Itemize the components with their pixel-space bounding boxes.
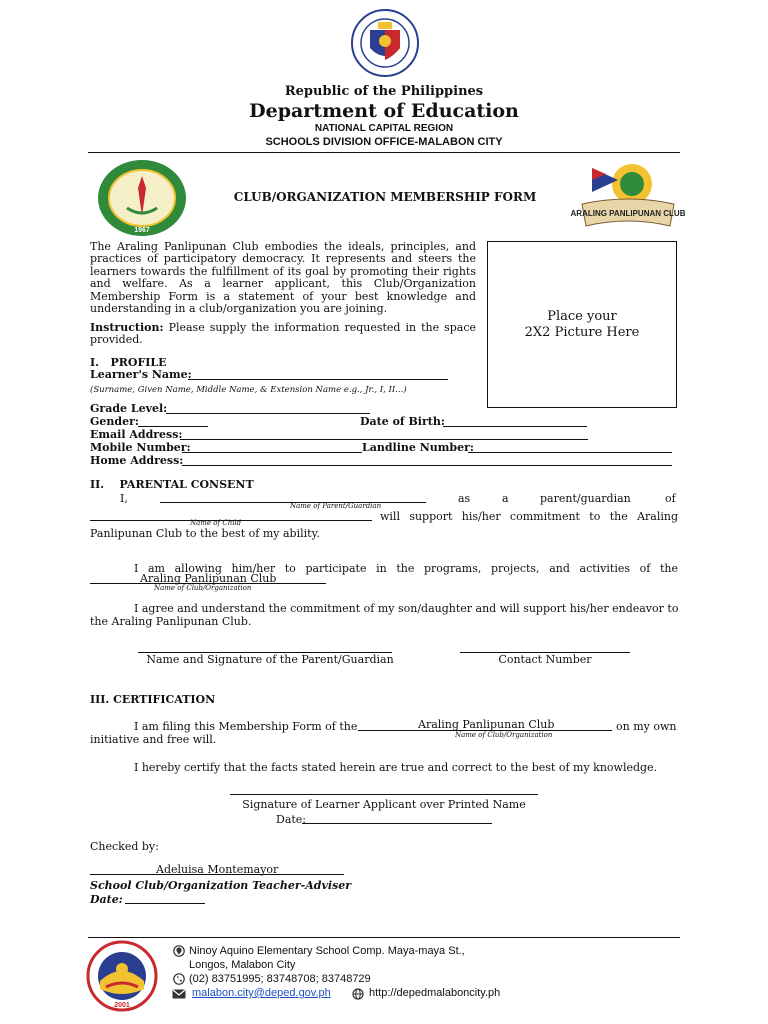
gender-field[interactable]	[138, 415, 208, 427]
consent-agree-text2: the Araling Panlipunan Club.	[90, 615, 252, 628]
footer-address-line1: Ninoy Aquino Elementary School Comp. Maya-maya St.,	[189, 945, 465, 957]
deped-seal	[350, 8, 420, 78]
email-label: Email Address:	[90, 428, 183, 441]
parent-signature-line[interactable]	[138, 641, 392, 653]
consent-club-name: Araling Panlipunan Club	[140, 572, 277, 585]
consent-allowing-text: I am allowing him/her to participate in the programs, projects, and activities of the	[134, 562, 678, 575]
learner-name-field[interactable]	[188, 368, 448, 380]
cert-initiative: initiative and free will.	[90, 733, 217, 746]
profile-heading: I. PROFILE	[90, 356, 167, 369]
footer-rule	[88, 937, 680, 938]
contact-number-label: Contact Number	[498, 653, 592, 666]
department-title: Department of Education	[249, 100, 519, 122]
home-address-field[interactable]	[182, 454, 672, 466]
landline-field[interactable]	[468, 441, 672, 453]
consent-heading: II. PARENTAL CONSENT	[90, 478, 254, 491]
cert-date-field[interactable]	[302, 812, 492, 824]
grade-level-field[interactable]	[166, 402, 370, 414]
gender-label: Gender:	[90, 415, 139, 428]
footer-address-line2: Longos, Malabon City	[189, 959, 296, 971]
form-title: CLUB/ORGANIZATION MEMBERSHIP FORM	[233, 190, 537, 204]
cert-club-hint: Name of Club/Organization	[455, 731, 553, 739]
dob-label: Date of Birth:	[360, 415, 445, 428]
cert-club-name: Araling Panlipunan Club	[418, 718, 555, 731]
location-icon	[173, 945, 185, 957]
name-hint: (Surname, Given Name, Middle Name, & Extension Name e.g., Jr., I, II...)	[90, 385, 407, 395]
cert-certify-text: I hereby certify that the facts stated herein are true and correct to the best of my knowledge.	[134, 761, 658, 774]
instruction-text: Please supply the information requested in the space provided.	[90, 321, 476, 347]
landline-label: Landline Number:	[362, 441, 474, 454]
consent-support-text: will support his/her commitment to the Araling	[380, 510, 678, 523]
parent-signature-label: Name and Signature of the Parent/Guardian	[146, 653, 394, 666]
learner-signature-line[interactable]	[230, 783, 538, 795]
region-line: NATIONAL CAPITAL REGION	[314, 123, 454, 134]
adviser-date-field[interactable]	[125, 892, 205, 904]
sdo-seal-year: 2001	[114, 1002, 130, 1009]
cert-date-label: Date:	[276, 813, 307, 826]
dob-field[interactable]	[443, 415, 587, 427]
consent-agree-text: I agree and understand the commitment of my son/daughter and will support his/her endeavor to	[134, 602, 679, 615]
intro-paragraph: The Araling Panlipunan Club embodies the ideals, principles, and practices of participatory democracy. It represents and steers the learners towards the fulfillment of its goal by promoting their rights and welfare. As a learner applicant, this Club/Organization Membership Form is a statement of your best knowledge and understanding in a club/organization you are joining.	[90, 240, 476, 316]
adviser-title: School Club/Organization Teacher-Adviser	[90, 879, 352, 892]
learner-name-label: Learner's Name:	[90, 368, 192, 381]
consent-parent-guardian: parent/guardian	[540, 492, 631, 505]
club-logo	[570, 156, 686, 238]
club-logo-text: ARALING PANLIPUNAN CLUB	[570, 209, 686, 218]
sdo-malabon-seal	[86, 941, 158, 1011]
globe-icon	[352, 988, 364, 1000]
consent-of: of	[665, 492, 676, 505]
consent-as: as	[458, 492, 471, 505]
instruction-paragraph	[90, 322, 476, 347]
photo-box[interactable]	[487, 241, 677, 408]
child-name-hint: Name of Child	[190, 519, 242, 527]
instruction-label: Instruction:	[90, 321, 164, 334]
email-icon	[172, 989, 186, 999]
cert-filing-text: I am filing this Membership Form of the	[134, 720, 358, 733]
mobile-label: Mobile Number:	[90, 441, 191, 454]
consent-a: a	[502, 492, 509, 505]
footer-email-link[interactable]: malabon.city@deped.gov.ph	[192, 987, 331, 999]
parent-name-hint: Name of Parent/Guardian	[290, 502, 382, 510]
republic-line: Republic of the Philippines	[284, 84, 484, 99]
email-field[interactable]	[180, 428, 588, 440]
home-address-label: Home Address:	[90, 454, 184, 467]
consent-support-text2: Panlipunan Club to the best of my ability.	[90, 527, 320, 540]
school-seal-year: 1967	[134, 227, 150, 234]
consent-club-hint: Name of Club/Organization	[154, 584, 252, 592]
learner-signature-label: Signature of Learner Applicant over Printed Name	[242, 798, 526, 811]
contact-number-line[interactable]	[460, 641, 630, 653]
footer-website-link[interactable]: http://depedmalaboncity.ph	[369, 987, 501, 999]
adviser-date-label: Date:	[90, 893, 123, 906]
footer-phone: (02) 83751995; 83748708; 83748729	[189, 973, 371, 985]
checked-by-label: Checked by:	[90, 840, 159, 853]
photo-box-line1: Place your	[547, 309, 617, 324]
adviser-name: Adeluisa Montemayor	[156, 863, 279, 876]
header-rule	[88, 152, 680, 153]
photo-box-line2: 2X2 Picture Here	[524, 325, 640, 340]
cert-on-my-own: on my own	[616, 720, 677, 733]
mobile-field[interactable]	[182, 441, 362, 453]
phone-icon	[173, 973, 185, 985]
consent-i: I,	[120, 492, 128, 505]
grade-level-label: Grade Level:	[90, 402, 168, 415]
school-seal-logo	[97, 158, 187, 238]
certification-heading: III. CERTIFICATION	[90, 693, 216, 706]
division-line: SCHOOLS DIVISION OFFICE-MALABON CITY	[265, 136, 503, 148]
